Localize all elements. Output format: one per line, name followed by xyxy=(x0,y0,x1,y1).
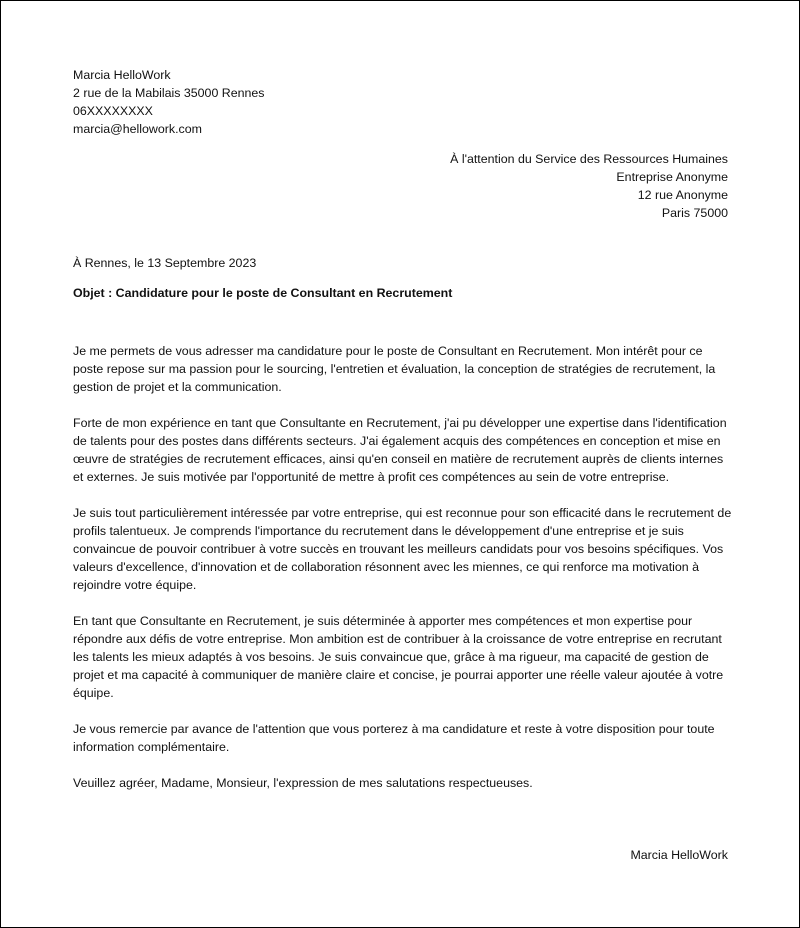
sender-phone: 06XXXXXXXX xyxy=(73,104,153,118)
sender-name: Marcia HelloWork xyxy=(73,68,171,82)
sender-block xyxy=(73,66,265,138)
recipient-company: Entreprise Anonyme xyxy=(616,170,728,184)
recipient-street: 12 rue Anonyme xyxy=(637,188,728,202)
paragraph-intro: Je me permets de vous adresser ma candidature pour le poste de Consultant en Recrutement. Mon intérêt pour ce poste repose sur ma passion pour le sourcing, l'entretien et évaluation, la conception de stratégies de recrutement, la gestion de projet et la communication. xyxy=(73,344,716,394)
sender-address: 2 rue de la Mabilais 35000 Rennes xyxy=(73,86,265,100)
subject-line: Objet : Candidature pour le poste de Consultant en Recrutement xyxy=(73,286,453,300)
paragraph-company-interest: Je suis tout particulièrement intéressée par votre entreprise, qui est reconnue pour son efficacité dans le recrutement de profils talentueux. Je comprends l'importance du recrutement dans le développement d'une entreprise et je suis convaincue de pouvoir contribuer à votre succès en trouvant les meilleurs candidats pour vos besoins spécifiques. Vos valeurs d'excellence, d'innovation et de collaboration résonnent avec les miennes, ce qui renforce ma motivation à rejoindre votre équipe. xyxy=(73,506,732,592)
recipient-block xyxy=(450,150,728,222)
date-line: À Rennes, le 13 Septembre 2023 xyxy=(73,256,257,270)
sender-email: marcia@hellowork.com xyxy=(73,122,202,136)
letter-body xyxy=(73,342,733,810)
recipient-attention: À l'attention du Service des Ressources Humaines xyxy=(450,152,728,166)
signature: Marcia HelloWork xyxy=(630,848,728,862)
paragraph-experience: Forte de mon expérience en tant que Consultante en Recrutement, j'ai pu développer une expertise dans l'identification de talents pour des postes dans différents secteurs. J'ai également acquis des compétences en conception et mise en œuvre de stratégies de recrutement efficaces, ainsi qu'en conseil en matière de recrutement auprès de clients internes et externes. Je suis motivée par l'opportunité de mettre à profit ces compétences au sein de votre entreprise. xyxy=(73,416,727,484)
paragraph-motivation: En tant que Consultante en Recrutement, je suis déterminée à apporter mes compétences et mon expertise pour répondre aux défis de votre entreprise. Mon ambition est de contribuer à la croissance de votre entreprise en recrutant les talents les mieux adaptés à vos besoins. Je suis convaincue que, grâce à ma rigueur, ma capacité de gestion de projet et ma capacité à communiquer de manière claire et concise, je pourrai apporter une réelle valeur ajoutée à votre équipe. xyxy=(73,614,724,700)
paragraph-thanks: Je vous remercie par avance de l'attention que vous porterez à ma candidature et reste à votre disposition pour toute information complémentaire. xyxy=(73,722,715,754)
recipient-city: Paris 75000 xyxy=(661,206,728,220)
paragraph-closing: Veuillez agréer, Madame, Monsieur, l'expression de mes salutations respectueuses. xyxy=(73,776,533,790)
